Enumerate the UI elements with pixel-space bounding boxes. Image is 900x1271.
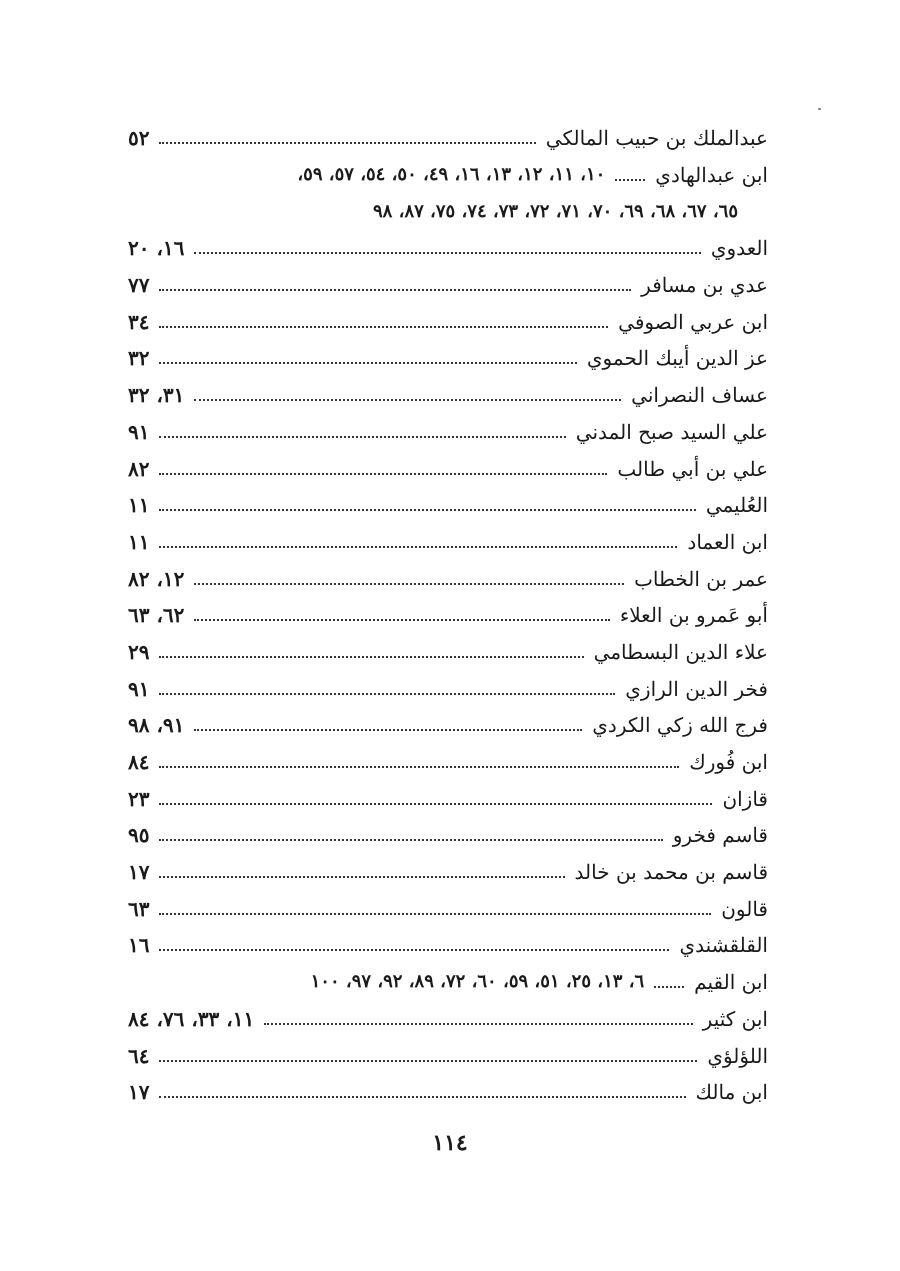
entry-pages: ١١ xyxy=(128,529,150,554)
entry-pages: ٩٥ xyxy=(128,823,150,848)
entry-name: ابن عبدالهادي xyxy=(655,163,768,188)
dot-leader xyxy=(159,546,677,548)
entry-name: عساف النصراني xyxy=(631,383,768,408)
index-entry xyxy=(128,340,768,377)
dot-leader xyxy=(194,583,624,585)
entry-pages: ٨٤ xyxy=(128,750,150,775)
entry-name: ابن القيم xyxy=(694,970,768,995)
entry-pages: ٣١، ٣٢ xyxy=(128,383,185,408)
index-entry xyxy=(128,927,768,964)
index-entry xyxy=(128,890,768,927)
entry-pages: ١١، ٣٣، ٧٦، ٨٤ xyxy=(128,1006,255,1031)
dot-leader xyxy=(159,766,679,768)
entry-pages: ٥٢ xyxy=(128,126,150,151)
dot-leader xyxy=(194,619,609,621)
entry-pages: ٦٥، ٦٧، ٦٨، ٦٩، ٧٠، ٧١، ٧٢، ٧٣، ٧٤، ٧٥، ٨٧، ٩٨ xyxy=(373,201,738,223)
entry-pages: ٣٤ xyxy=(128,309,150,334)
dot-leader xyxy=(615,179,645,181)
entry-name: ابن كثير xyxy=(702,1006,768,1031)
entry-pages: ١٠، ١١، ١٢، ١٣، ١٦، ٤٩، ٥٠، ٥٤، ٥٧، ٥٩، xyxy=(297,164,606,186)
entry-name: عبدالملك بن حبيب المالكي xyxy=(545,126,768,151)
dot-leader xyxy=(159,839,662,841)
index-entry xyxy=(128,303,768,340)
index-entry xyxy=(128,744,768,781)
index-entry xyxy=(128,964,768,1001)
entry-name: علي السيد صبح المدني xyxy=(575,419,768,444)
dot-leader xyxy=(194,399,621,401)
entry-pages: ١٦ xyxy=(128,933,150,958)
dot-leader xyxy=(159,1060,697,1062)
entry-name: القلقشندي xyxy=(679,933,768,958)
page-number: ١١٤ xyxy=(432,1130,468,1156)
entry-name: قاسم بن محمد بن خالد xyxy=(574,860,768,885)
dot-leader xyxy=(159,509,695,511)
index-entry xyxy=(128,560,768,597)
dot-leader xyxy=(159,362,576,364)
index-entry xyxy=(128,634,768,671)
entry-name: عدي بن مسافر xyxy=(641,273,768,298)
entry-pages: ٩١، ٩٨ xyxy=(128,713,185,738)
dot-leader xyxy=(159,693,615,695)
index-entry xyxy=(128,817,768,854)
entry-name: قازان xyxy=(722,786,768,811)
entry-name: علاء الدين البسطامي xyxy=(593,639,768,664)
index-entry xyxy=(128,120,768,157)
entry-pages: ١٧ xyxy=(128,1080,150,1105)
index-entry xyxy=(128,1037,768,1074)
entry-pages: ٢٣ xyxy=(128,786,150,811)
index-entry-continuation xyxy=(128,193,768,230)
dot-leader xyxy=(194,252,701,254)
index-entry xyxy=(128,450,768,487)
scan-speck xyxy=(818,108,821,110)
index-entry xyxy=(128,597,768,634)
dot-leader xyxy=(159,876,564,878)
index-entry xyxy=(128,524,768,561)
dot-leader xyxy=(159,656,583,658)
index-entry xyxy=(128,1001,768,1038)
dot-leader xyxy=(159,949,669,951)
index-entry xyxy=(128,414,768,451)
entry-name: ابن مالك xyxy=(695,1080,768,1105)
index-entry xyxy=(128,670,768,707)
entry-pages: ١٦، ٢٠ xyxy=(128,236,185,261)
entry-pages: ٣٢ xyxy=(128,346,150,371)
entry-pages: ١٢، ٨٢ xyxy=(128,566,185,591)
entry-name: ابن فُورك xyxy=(689,750,768,775)
dot-leader xyxy=(159,803,712,805)
index-entry xyxy=(128,780,768,817)
entry-pages: ١١ xyxy=(128,493,150,518)
index-entry xyxy=(128,230,768,267)
entry-pages: ٦٣ xyxy=(128,896,150,921)
entry-name: أبو عَمرو بن العلاء xyxy=(619,603,768,628)
entry-name: قاسم فخرو xyxy=(672,823,768,848)
entry-name: فخر الدين الرازي xyxy=(625,676,768,701)
index-entry xyxy=(128,157,768,194)
entry-name: عز الدين أيبك الحموي xyxy=(586,346,768,371)
entry-pages: ٩١ xyxy=(128,419,150,444)
entry-pages: ٨٢ xyxy=(128,456,150,481)
index-entry xyxy=(128,707,768,744)
dot-leader xyxy=(159,436,565,438)
dot-leader xyxy=(654,986,684,988)
index-entry xyxy=(128,267,768,304)
entry-name: فرج الله زكي الكردي xyxy=(592,713,768,738)
entry-name: ابن عربي الصوفي xyxy=(618,309,768,334)
entry-name: قالون xyxy=(721,896,768,921)
entry-name: عمر بن الخطاب xyxy=(634,566,768,591)
dot-leader xyxy=(159,473,607,475)
index-entry xyxy=(128,377,768,414)
entry-name: علي بن أبي طالب xyxy=(617,456,768,481)
index-entry xyxy=(128,854,768,891)
dot-leader xyxy=(159,289,631,291)
dot-leader xyxy=(159,142,535,144)
entry-name: ابن العماد xyxy=(687,529,768,554)
entry-pages: ٦٤ xyxy=(128,1043,150,1068)
dot-leader xyxy=(159,913,711,915)
entry-name: اللؤلؤي xyxy=(707,1043,768,1068)
index-entry xyxy=(128,1074,768,1111)
entry-pages: ٧٧ xyxy=(128,273,150,298)
entry-name: العدوي xyxy=(710,236,768,261)
entry-pages: ٩١ xyxy=(128,676,150,701)
entry-pages: ٦، ١٣، ٢٥، ٥١، ٥٩، ٦٠، ٧٢، ٨٩، ٩٢، ٩٧، ١٠٠ xyxy=(310,971,645,993)
entry-pages: ٦٢، ٦٣ xyxy=(128,603,185,628)
dot-leader xyxy=(159,326,608,328)
index-entry xyxy=(128,487,768,524)
entry-pages: ٢٩ xyxy=(128,639,150,664)
entry-pages: ١٧ xyxy=(128,860,150,885)
dot-leader xyxy=(159,1096,685,1098)
dot-leader xyxy=(264,1023,692,1025)
dot-leader xyxy=(194,729,582,731)
entry-name: العُليمي xyxy=(705,493,768,518)
name-index xyxy=(128,120,768,1111)
